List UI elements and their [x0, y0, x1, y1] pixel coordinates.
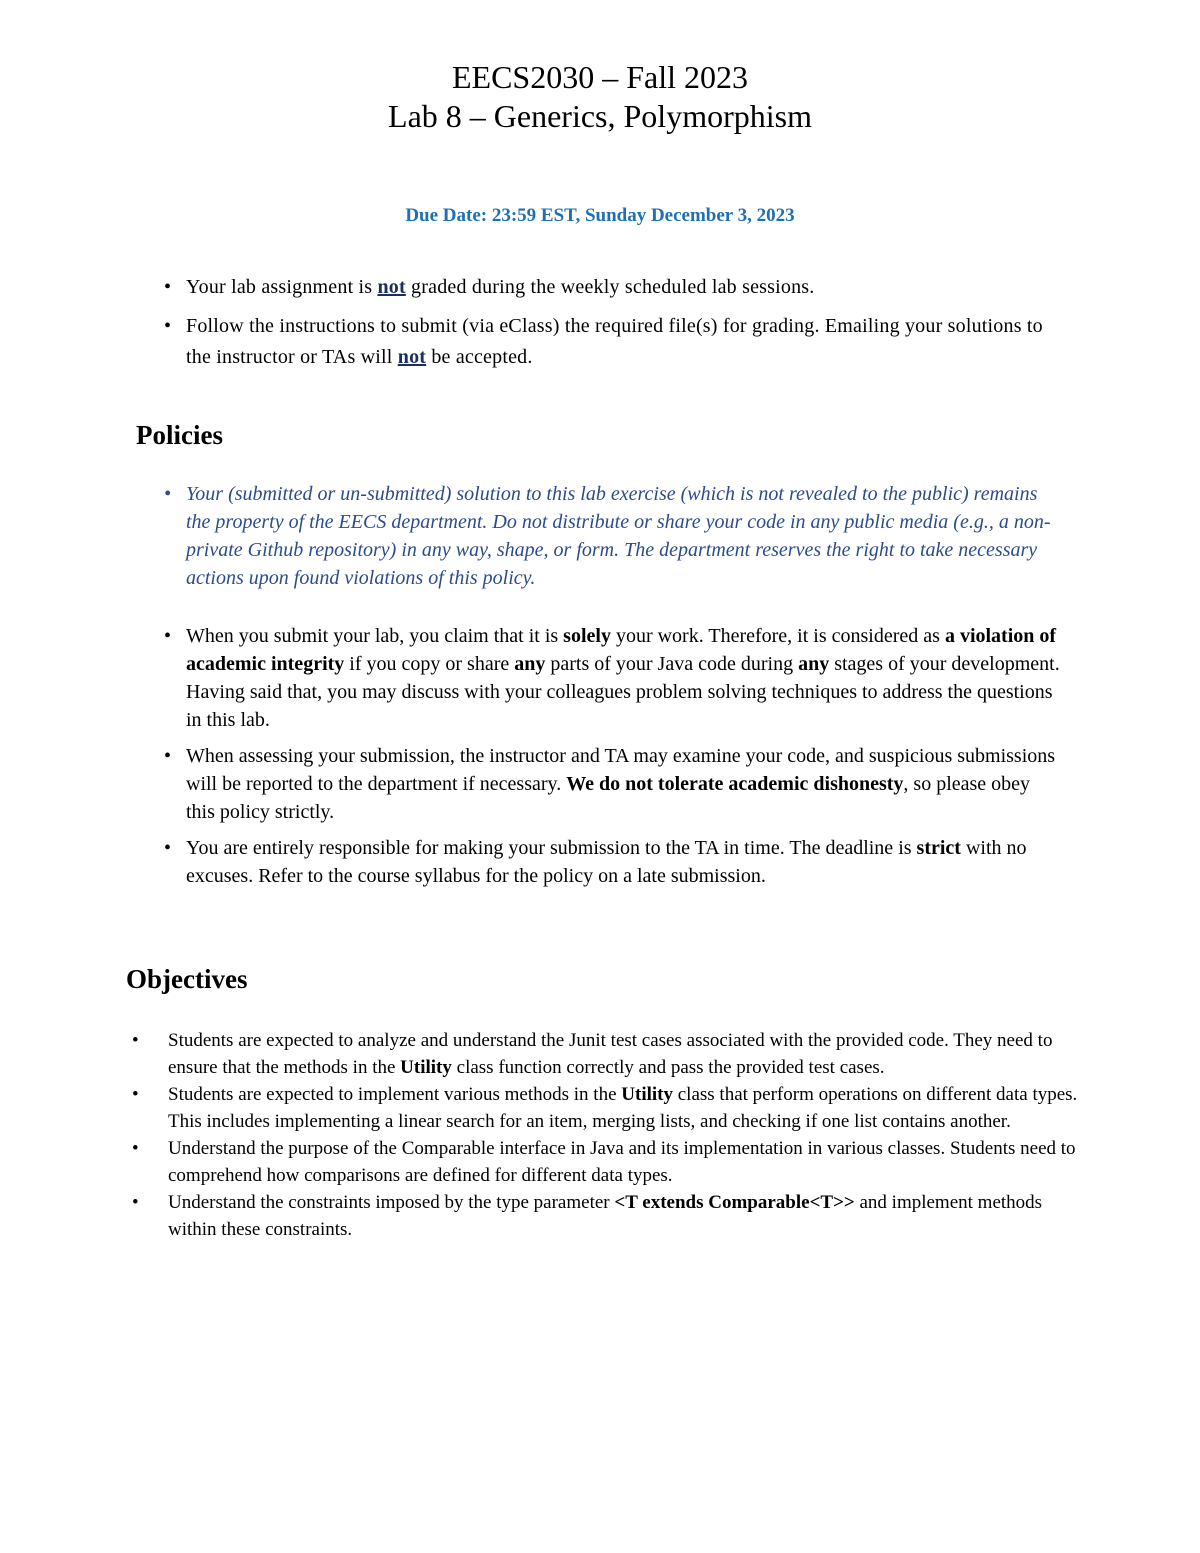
objectives-list	[130, 1027, 1090, 1243]
list-item: • Follow the instructions to submit (via eClass) the required file(s) for grading. Emailing your solutions to the instructor or TAs will not be accepted.	[160, 311, 1060, 373]
list-item: • You are entirely responsible for making your submission to the TA in time. The deadline is strict with no excuses. Refer to the course syllabus for the policy on a late submission.	[160, 834, 1060, 890]
list-item: • When assessing your submission, the instructor and TA may examine your code, and suspicious submissions will be reported to the department if necessary. We do not tolerate academic dishonesty, so please obey this policy strictly.	[160, 742, 1060, 826]
list-item: • Your lab assignment is not graded during the weekly scheduled lab sessions.	[160, 272, 1060, 303]
emphasis-not: not	[397, 346, 427, 368]
course-title: EECS2030 – Fall 2023	[451, 59, 748, 95]
intro-list	[160, 272, 1060, 381]
due-date: Due Date: 23:59 EST, Sunday December 3, 2023	[405, 205, 795, 226]
lab-title: Lab 8 – Generics, Polymorphism	[388, 98, 812, 134]
objectives-heading: Objectives	[126, 964, 248, 994]
emphasis-not: not	[377, 276, 406, 298]
policy-list	[160, 622, 1060, 898]
policies-heading: Policies	[136, 420, 223, 450]
list-item: • Students are expected to implement various methods in the Utility class that perform operations on different data types. This includes implementing a linear search for an item, merging lists, and checking if one list contains another.	[130, 1081, 1090, 1135]
list-item: • Understand the constraints imposed by the type parameter <T extends Comparable<T>> and implement methods within these constraints.	[130, 1189, 1090, 1243]
list-item: • Your (submitted or un-submitted) solution to this lab exercise (which is not revealed to the public) remains the property of the EECS department. Do not distribute or share your code in any public media (e.g., a non-private Github repository) in any way, shape, or form. The department reserves the right to take necessary actions upon found violations of this policy.	[160, 480, 1060, 592]
list-item: • When you submit your lab, you claim that it is solely your work. Therefore, it is considered as a violation of academic integrity if you copy or share any parts of your Java code during any stages of your development. Having said that, you may discuss with your colleagues problem solving techniques to address the questions in this lab.	[160, 622, 1060, 734]
list-item: • Understand the purpose of the Comparable interface in Java and its implementation in various classes. Students need to comprehend how comparisons are defined for different data types.	[130, 1135, 1090, 1189]
policy-note-list	[160, 480, 1060, 600]
list-item: • Students are expected to analyze and understand the Junit test cases associated with the provided code. They need to ensure that the methods in the Utility class function correctly and pass the provided test cases.	[130, 1027, 1090, 1081]
